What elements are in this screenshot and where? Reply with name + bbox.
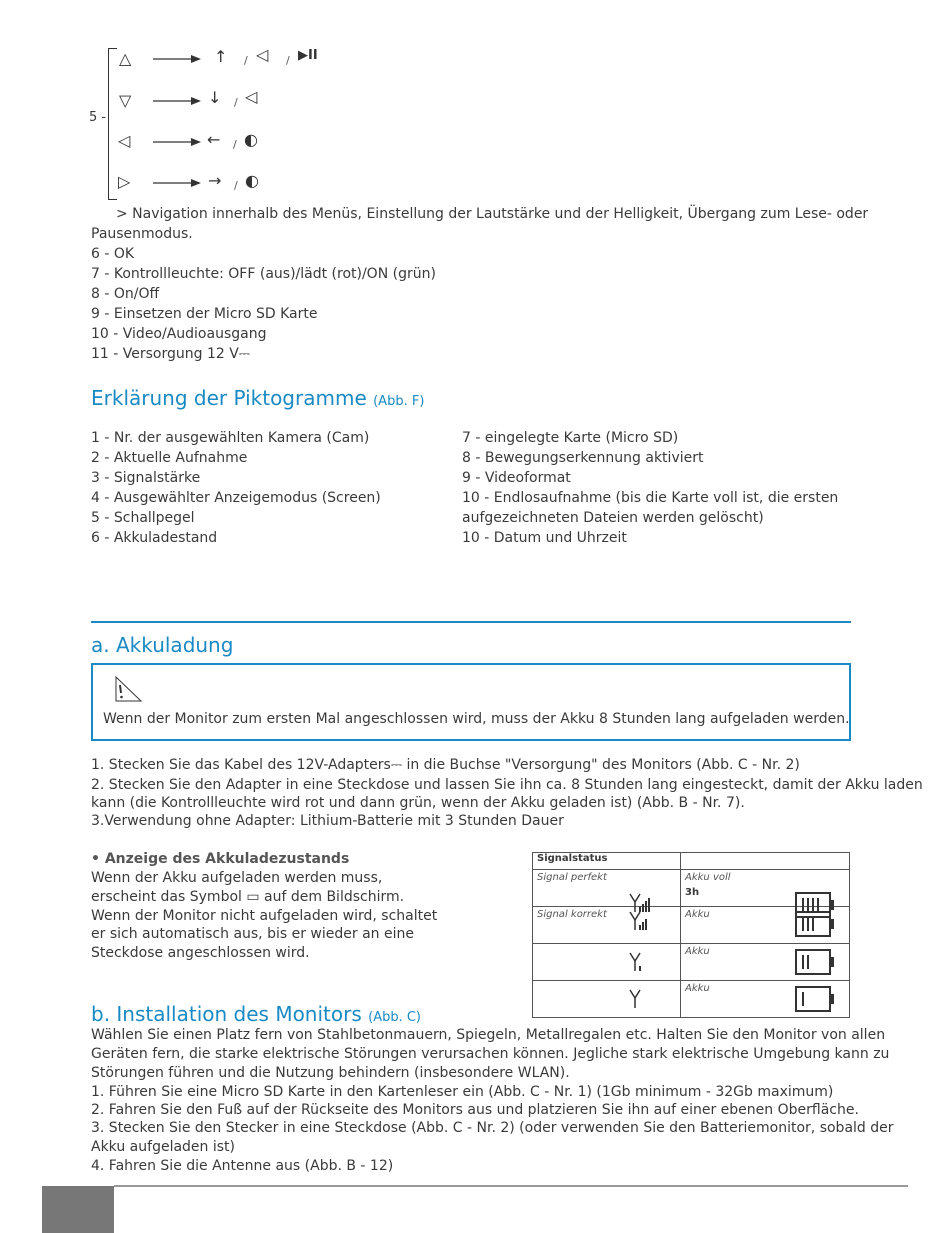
signal-label: Signal korrekt	[537, 909, 607, 920]
section-title-text: b. Installation des Monitors	[91, 1002, 362, 1026]
list-item: 11 - Versorgung 12 V⎓	[91, 346, 250, 362]
signal-status-table	[532, 852, 850, 1018]
section-title-install	[91, 1002, 421, 1026]
table-header: Signalstatus	[533, 853, 681, 870]
step-line: 2. Stecken Sie den Adapter in eine Steckdose und lassen Sie ihn ca. 8 Stunden lang eingesteckt, damit der Akku laden	[91, 777, 923, 793]
install-line: Wählen Sie einen Platz fern von Stahlbetonmauern, Spiegeln, Metallregalen etc. Halten Sie den Monitor von allen	[91, 1027, 886, 1043]
arrow-right-icon	[153, 136, 203, 148]
piktogramme-right-list	[462, 428, 838, 548]
section-title-piktogramme	[91, 386, 424, 410]
warning-icon	[113, 675, 143, 703]
install-line: Geräten fern, die starke elektrische Störungen verursachen können. Jegliche stark elektrische Umgebung kann zu	[91, 1046, 890, 1062]
separator: /	[234, 96, 238, 109]
warning-text: Wenn der Monitor zum ersten Mal angeschlossen wird, muss der Akku 8 Stunden lang aufgeladen werden.	[103, 711, 850, 727]
volume-icon: ◁	[245, 87, 258, 106]
akku-label: Akku voll	[685, 872, 731, 883]
akku-cell	[681, 944, 850, 981]
section-title-ref: (Abb. F)	[373, 394, 425, 409]
list-item: 2 - Aktuelle Aufnahme	[91, 450, 248, 466]
list-item: 10 - Datum und Uhrzeit	[462, 530, 627, 546]
list-item: 4 - Ausgewählter Anzeigemodus (Screen)	[91, 490, 381, 506]
list-item: 7 - Kontrollleuchte: OFF (aus)/lädt (rot)/ON (grün)	[91, 266, 436, 282]
arrow-right-icon	[153, 53, 203, 65]
signal-cell	[533, 870, 681, 907]
akku-anzeige-line: erscheint das Symbol ▭ auf dem Bildschirm.	[91, 889, 405, 905]
akku-cell	[681, 981, 850, 1018]
play-pause-icon: ▶II	[298, 48, 318, 63]
list-item: 6 - OK	[91, 246, 135, 262]
install-line: 4. Fahren Sie die Antenne aus (Abb. B - 12)	[91, 1158, 394, 1174]
battery-low-icon	[795, 986, 837, 1014]
table-row	[533, 944, 850, 981]
list-item: aufgezeichneten Dateien werden gelöscht)	[462, 510, 764, 526]
arrow-right-small-icon: →	[208, 171, 222, 190]
nav-description-cont: Pausenmodus.	[91, 226, 193, 242]
signal-bars-icon	[629, 988, 651, 1010]
warning-box	[91, 663, 851, 741]
table-header-empty	[681, 853, 850, 870]
battery-three-quarter-icon	[795, 911, 837, 939]
akku-label: Akku	[685, 983, 710, 994]
signal-cell	[533, 907, 681, 944]
table-row	[533, 870, 850, 907]
section-divider	[91, 621, 851, 623]
left-key-icon: ◁	[118, 131, 131, 150]
list-item: 10 - Endlosaufnahme (bis die Karte voll ist, die ersten	[462, 490, 839, 506]
install-line: 3. Stecken Sie den Stecker in eine Steckdose (Abb. C - Nr. 2) (oder verwenden Sie den Batteriemonitor, sobald der	[91, 1120, 894, 1136]
nav-bracket	[108, 48, 117, 200]
signal-cell	[533, 944, 681, 981]
signal-bars-icon	[629, 910, 651, 932]
separator: /	[233, 138, 237, 151]
section-title-ref: (Abb. C)	[368, 1010, 422, 1025]
akku-duration: 3h	[685, 887, 700, 898]
down-key-icon: ▽	[119, 91, 132, 110]
separator: /	[234, 179, 238, 192]
akku-cell	[681, 870, 850, 907]
piktogramme-left-list	[91, 428, 381, 548]
right-key-icon: ▷	[118, 172, 131, 191]
section-title-text: Erklärung der Piktogramme	[91, 386, 367, 410]
signal-label: Signal perfekt	[537, 872, 607, 883]
list-item: 9 - Videoformat	[462, 470, 571, 486]
brightness-icon: ◐	[245, 171, 259, 190]
list-item: 1 - Nr. der ausgewählten Kamera (Cam)	[91, 430, 370, 446]
akku-cell	[681, 907, 850, 944]
list-item: 8 - Bewegungserkennung aktiviert	[462, 450, 704, 466]
arrow-up-icon: ↑	[214, 47, 228, 66]
akku-anzeige-line: Wenn der Monitor nicht aufgeladen wird, schaltet	[91, 908, 438, 924]
list-item: 7 - eingelegte Karte (Micro SD)	[462, 430, 679, 446]
arrow-right-icon	[153, 177, 203, 189]
step-line: kann (die Kontrollleuchte wird rot und dann grün, wenn der Akku geladen ist) (Abb. B - Nr. 7).	[91, 795, 745, 811]
step-line: 3.Verwendung ohne Adapter: Lithium-Batterie mit 3 Stunden Dauer	[91, 813, 564, 829]
step-line: 1. Stecken Sie das Kabel des 12V-Adapters⎓ in die Buchse "Versorgung" des Monitors (Abb. C - Nr. 2)	[91, 757, 800, 773]
separator: /	[244, 54, 248, 67]
arrow-left-icon: ←	[207, 130, 221, 149]
list-item: 10 - Video/Audioausgang	[91, 326, 267, 342]
battery-half-icon	[795, 949, 837, 977]
separator: /	[286, 54, 290, 67]
list-item: 6 - Akkuladestand	[91, 530, 218, 546]
up-key-icon: △	[119, 49, 132, 68]
list-item: 9 - Einsetzen der Micro SD Karte	[91, 306, 318, 322]
akku-anzeige-title: • Anzeige des Akkuladezustands	[91, 851, 350, 867]
install-line: 1. Führen Sie eine Micro SD Karte in den Kartenleser ein (Abb. C - Nr. 1) (1Gb minimum - 32Gb maximum)	[91, 1084, 834, 1100]
akku-label: Akku	[685, 946, 710, 957]
akku-label: Akku	[685, 909, 710, 920]
signal-cell	[533, 981, 681, 1018]
footer-line	[114, 1185, 908, 1187]
nav-number: 5 -	[89, 110, 107, 125]
list-item: 3 - Signalstärke	[91, 470, 201, 486]
akku-anzeige-line: Wenn der Akku aufgeladen werden muss,	[91, 870, 383, 886]
arrow-right-icon	[153, 95, 203, 107]
table-row	[533, 907, 850, 944]
akku-anzeige-line: Steckdose angeschlossen wird.	[91, 945, 310, 961]
footer-page-block	[42, 1186, 114, 1233]
volume-icon: ◁	[256, 45, 269, 64]
nav-description: > Navigation innerhalb des Menüs, Einstellung der Lautstärke und der Helligkeit, Übergang zum Lese- oder	[116, 206, 869, 222]
akku-anzeige-line: er sich automatisch aus, bis er wieder an eine	[91, 926, 414, 942]
install-line: Störungen führen und die Nutzung behindern (insbesondere WLAN).	[91, 1065, 570, 1081]
section-title-akku: a. Akkuladung	[91, 633, 234, 657]
signal-bars-icon	[629, 951, 651, 973]
brightness-icon: ◐	[244, 130, 258, 149]
arrow-down-icon: ↓	[208, 88, 222, 107]
install-line: 2. Fahren Sie den Fuß auf der Rückseite des Monitors aus und platzieren Sie ihn auf einer ebenen Oberfläche.	[91, 1102, 859, 1118]
list-item: 5 - Schallpegel	[91, 510, 195, 526]
table-row	[533, 981, 850, 1018]
list-item: 8 - On/Off	[91, 286, 160, 302]
install-line: Akku aufgeladen ist)	[91, 1139, 235, 1155]
